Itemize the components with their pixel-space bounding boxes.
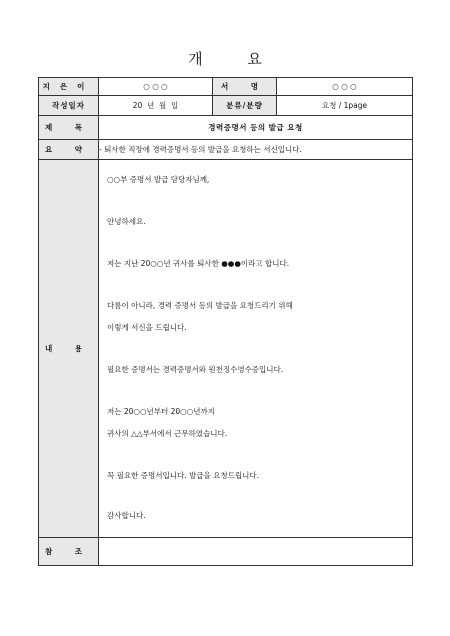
content-line: 감사합니다.: [107, 511, 146, 520]
summary-label: 요 약: [39, 140, 99, 160]
sign-label: 서 명: [213, 78, 277, 96]
sign-value: ○ ○ ○: [277, 78, 413, 96]
author-value: ○ ○ ○: [99, 78, 213, 96]
summary-value: - 퇴사한 직장에 경력증명서 등의 발급을 요청하는 서신입니다.: [99, 140, 413, 160]
date-label: 작성일자: [39, 96, 99, 116]
author-label: 지은이: [39, 78, 99, 96]
content-label: 내 용: [39, 160, 99, 538]
content-line: 귀사의 △△부서에서 근무하였습니다.: [107, 429, 228, 438]
content-line: 저는 20○○년부터 20○○년까지: [107, 407, 215, 416]
category-value: 요청 / 1page: [277, 96, 413, 116]
summary-form: [38, 77, 413, 566]
category-label: 분류/분량: [213, 96, 277, 116]
content-line: 안녕하세요.: [107, 217, 146, 226]
content-line: ○○부 증명서 발급 담당자님께,: [107, 175, 210, 184]
date-value: 20 년 월 일: [99, 96, 213, 116]
document-title: 개 요: [188, 50, 282, 68]
subject-label: 제 목: [39, 116, 99, 140]
content-line: 이렇게 서신을 드립니다.: [107, 323, 187, 332]
subject-value: 경력증명서 등의 발급 요청: [99, 116, 413, 140]
content-line: 꼭 필요한 증명서입니다. 발급을 요청드립니다.: [107, 471, 259, 480]
content-line: 저는 지난 20○○년 귀사를 퇴사한 ●●●이라고 합니다.: [107, 259, 290, 268]
content-line: 다름이 아니라, 경력 증명서 등의 발급을 요청드리기 위해: [107, 301, 293, 310]
reference-value: [99, 538, 413, 566]
reference-label: 참 조: [39, 538, 99, 566]
content-body: [99, 160, 413, 538]
content-line: 필요한 증명서는 경력증명서와 원천징수영수증입니다.: [107, 365, 284, 374]
